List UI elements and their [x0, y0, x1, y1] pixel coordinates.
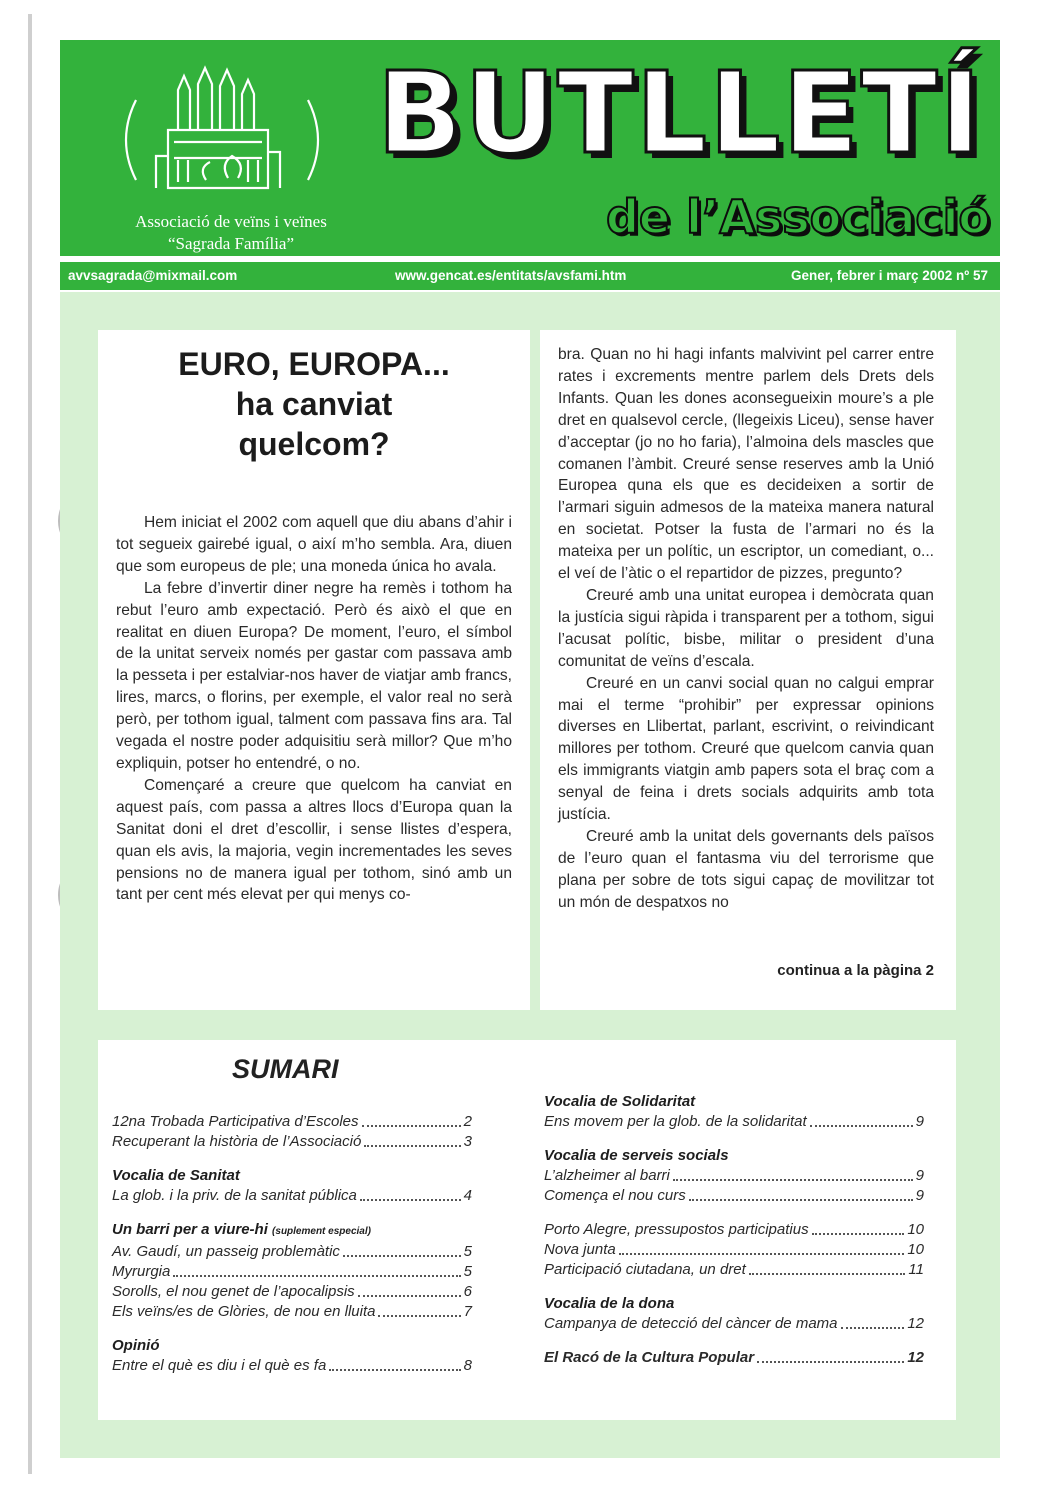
- toc-item-page: 12: [907, 1315, 924, 1332]
- toc-leader: [360, 1186, 461, 1201]
- association-name: Associació de veïns i veïnes: [135, 212, 327, 231]
- article-left-column: [98, 330, 530, 1010]
- toc-leader: [364, 1132, 460, 1147]
- toc-leader: [362, 1112, 461, 1127]
- toc-group: [544, 1294, 924, 1334]
- sumari-left-column: [112, 1112, 472, 1390]
- article-body-left: [116, 512, 512, 906]
- toc-leader: [841, 1314, 905, 1329]
- toc-group-heading: Vocalia de Sanitat: [112, 1167, 240, 1184]
- toc-leader: [173, 1262, 460, 1277]
- info-bar: [60, 262, 1000, 290]
- toc-item-title: Campanya de detecció del càncer de mama: [544, 1315, 838, 1332]
- toc-item[interactable]: [544, 1112, 924, 1132]
- toc-item-page: 5: [463, 1243, 472, 1260]
- toc-item-page: 10: [907, 1241, 924, 1258]
- toc-group: [112, 1220, 472, 1322]
- article-paragraph: Creuré amb una unitat europea i demòcrata quan la justícia sigui ràpida i transparent per a tothom, sigui l’acusat polític, bisbe, militar o president d’una comunitat de veïns d’escala.: [558, 586, 934, 670]
- toc-item[interactable]: [112, 1262, 472, 1282]
- article-paragraph: Creuré en un canvi social quan no calgui emprar mai el terme “prohibir” per expressar opinions diverses en Llibertat, parlant, escrivint, o reivindicant millores per tothom. Creuré que quelcom canvia quan els immigrants viatgin amb papers sota el braç com a senyal de feina i drets socials adquirits amb tota justícia.: [558, 674, 934, 824]
- article-paragraph: bra. Quan no hi hagi infants malvivint pel carrer entre rates i excrements mentre parlem dels Drets dels Infants. Quan les dones aconsegueixin moure’s a ple dret en qualsevol cercle, (llegeixis Liceu), sense haver d’acceptar (jo no ho faria), l’almoina dels mascles que comanen l’àmbit. Creuré sense reserves amb la Unió Europea quna els que es decideixen a sortir de l’armari siguin admesos de la mateixa manera natural en societat. Potser la fusta de l’armari no és la mateixa per un polític, un escriptor, un comediant, o... el veí de l’àtic o el repartidor de pizzes, pregunto?: [558, 346, 934, 583]
- toc-item-page: 9: [915, 1113, 924, 1130]
- toc-group: [544, 1348, 924, 1368]
- email-link[interactable]: avvsagrada@mixmail.com: [68, 268, 238, 283]
- continued-link[interactable]: continua a la pàgina 2: [777, 962, 934, 979]
- toc-item[interactable]: [112, 1112, 472, 1132]
- toc-item-title: Participació ciutadana, un dret: [544, 1261, 746, 1278]
- toc-leader: [810, 1112, 913, 1127]
- toc-item-page: 11: [908, 1261, 924, 1278]
- toc-leader: [689, 1186, 913, 1201]
- toc-item-title: Recuperant la història de l’Associació: [112, 1133, 362, 1150]
- bulletin-title: BUTLLETÍ: [376, 49, 984, 179]
- sagrada-familia-logo-icon: [108, 60, 336, 210]
- toc-item-page: 9: [915, 1167, 924, 1184]
- toc-item[interactable]: [544, 1260, 924, 1280]
- toc-group: [112, 1336, 472, 1376]
- toc-item-page: 5: [463, 1263, 472, 1280]
- toc-item-page: 6: [463, 1283, 472, 1300]
- toc-item[interactable]: [544, 1220, 924, 1240]
- toc-item-page: 2: [463, 1113, 472, 1130]
- toc-item-title: Av. Gaudí, un passeig problemàtic: [112, 1243, 340, 1260]
- sumari-title: SUMARI: [232, 1054, 339, 1084]
- toc-item-page: 9: [915, 1187, 924, 1204]
- toc-group: [544, 1146, 924, 1206]
- toc-group: [112, 1166, 472, 1206]
- toc-item-page: 7: [463, 1303, 472, 1320]
- toc-group-heading: Vocalia de la dona: [544, 1295, 675, 1312]
- toc-item-title: L’alzheimer al barri: [544, 1167, 670, 1184]
- toc-item-title: Nova junta: [544, 1241, 616, 1258]
- website-link[interactable]: www.gencat.es/entitats/avsfami.htm: [395, 268, 627, 283]
- toc-group-heading: [112, 1220, 472, 1242]
- article-paragraph: Creuré amb la unitat dels governants dels països de l’euro quan el fantasma viu del terrorisme que plana per sobre de tots sigui capaç de movilitzar tot un món de despatxos no: [558, 827, 934, 911]
- bulletin-subtitle: de l’Associació: [605, 190, 990, 244]
- article-paragraph: Hem iniciat el 2002 com aquell que diu abans d’ahir i tot segueix gairebé igual, o així m’ho sembla. Ara, diuen que som europeus de ple; una moneda única ho avala.: [116, 514, 512, 575]
- sumari-right-column: [544, 1092, 924, 1382]
- toc-item-title: Porto Alegre, pressupostos participatius: [544, 1221, 809, 1238]
- masthead: [60, 40, 1000, 256]
- toc-leader: [812, 1220, 905, 1235]
- toc-item-page: 8: [463, 1357, 472, 1374]
- toc-item[interactable]: [544, 1314, 924, 1334]
- toc-group: [112, 1112, 472, 1152]
- article-right-column: [540, 330, 956, 1010]
- toc-item[interactable]: [112, 1242, 472, 1262]
- toc-group-heading: Vocalia de Solidaritat: [544, 1093, 696, 1110]
- toc-leader: [757, 1348, 904, 1363]
- toc-leader: [749, 1260, 906, 1275]
- toc-item[interactable]: [112, 1132, 472, 1152]
- toc-item-page: 4: [463, 1187, 472, 1204]
- toc-item-page: 3: [463, 1133, 472, 1150]
- article-headline: ha canviat: [235, 386, 393, 422]
- toc-item-page: 10: [907, 1221, 924, 1238]
- toc-item-title: Els veïns/es de Glòries, de nou en lluita: [112, 1303, 376, 1320]
- toc-leader: [619, 1240, 905, 1255]
- toc-item[interactable]: [544, 1348, 924, 1368]
- toc-group-heading-note: (suplement especial): [272, 1226, 371, 1237]
- toc-item[interactable]: [112, 1282, 472, 1302]
- toc-group-heading: Vocalia de serveis socials: [544, 1147, 729, 1164]
- article-body-right: [558, 344, 934, 914]
- toc-item-title: El Racó de la Cultura Popular: [544, 1349, 755, 1366]
- association-logo: [108, 60, 336, 260]
- toc-item-title: Sorolls, el nou genet de l’apocalipsis: [112, 1283, 355, 1300]
- toc-item[interactable]: [112, 1302, 472, 1322]
- article-paragraph: La febre d’invertir diner negre ha remès i tothom ha rebut l’euro amb expectació. Però és això el que en realitat en diuen Europa? De moment, l’euro, el símbol de la unitat serveix només per gastar com passava amb la pesseta i per estalviar-nos haver de viatjar amb francs, lires, marcs, o florins, per exemple, el valor real no serà però, per tothom igual, talment com passava fins ara. Tal vegada el nostre poder adquisitiu serà millor? Que m’ho expliquin, potser ho entendré, o no.: [116, 579, 512, 772]
- toc-item-page: 12: [907, 1349, 924, 1366]
- toc-leader: [673, 1166, 913, 1181]
- sumari-section: [98, 1040, 956, 1420]
- toc-group-heading-text: Un barri per a viure-hi: [112, 1221, 268, 1238]
- toc-item[interactable]: [544, 1186, 924, 1206]
- toc-leader: [329, 1356, 460, 1371]
- toc-item-title: 12na Trobada Participativa d’Escoles: [112, 1113, 359, 1130]
- article-headline: quelcom?: [238, 426, 390, 462]
- toc-item-title: Entre el què es diu i el què es fa: [112, 1357, 327, 1374]
- toc-item[interactable]: [112, 1186, 472, 1206]
- toc-item[interactable]: [544, 1166, 924, 1186]
- toc-item-title: La glob. i la priv. de la sanitat pública: [112, 1187, 357, 1204]
- article-headline: EURO, EUROPA...: [178, 346, 450, 382]
- toc-group-heading: Opinió: [112, 1337, 160, 1354]
- association-subname: “Sagrada Família”: [167, 234, 295, 253]
- toc-item-title: Ens movem per la glob. de la solidaritat: [544, 1113, 807, 1130]
- toc-leader: [358, 1282, 461, 1297]
- toc-item-title: Comença el nou curs: [544, 1187, 686, 1204]
- toc-leader: [343, 1242, 461, 1257]
- article-paragraph: Començaré a creure que quelcom ha canviat en aquest país, com passa a altres llocs d’Europa quan la Sanitat doni el dret d’escollir, i sense llistes d’espera, quan els avis, la majoria, vegin incrementades les seves pensions no de manera igual per tothom, sinó amb un tant per cent més elevat per qui menys co-: [116, 776, 512, 904]
- page-binding-edge: [28, 14, 32, 1474]
- toc-leader: [378, 1302, 460, 1317]
- toc-group: [544, 1092, 924, 1132]
- toc-item-title: Myrurgia: [112, 1263, 171, 1280]
- toc-item[interactable]: [112, 1356, 472, 1376]
- toc-item[interactable]: [544, 1240, 924, 1260]
- issue-date: Gener, febrer i març 2002 nº 57: [790, 268, 988, 283]
- toc-group: [544, 1220, 924, 1280]
